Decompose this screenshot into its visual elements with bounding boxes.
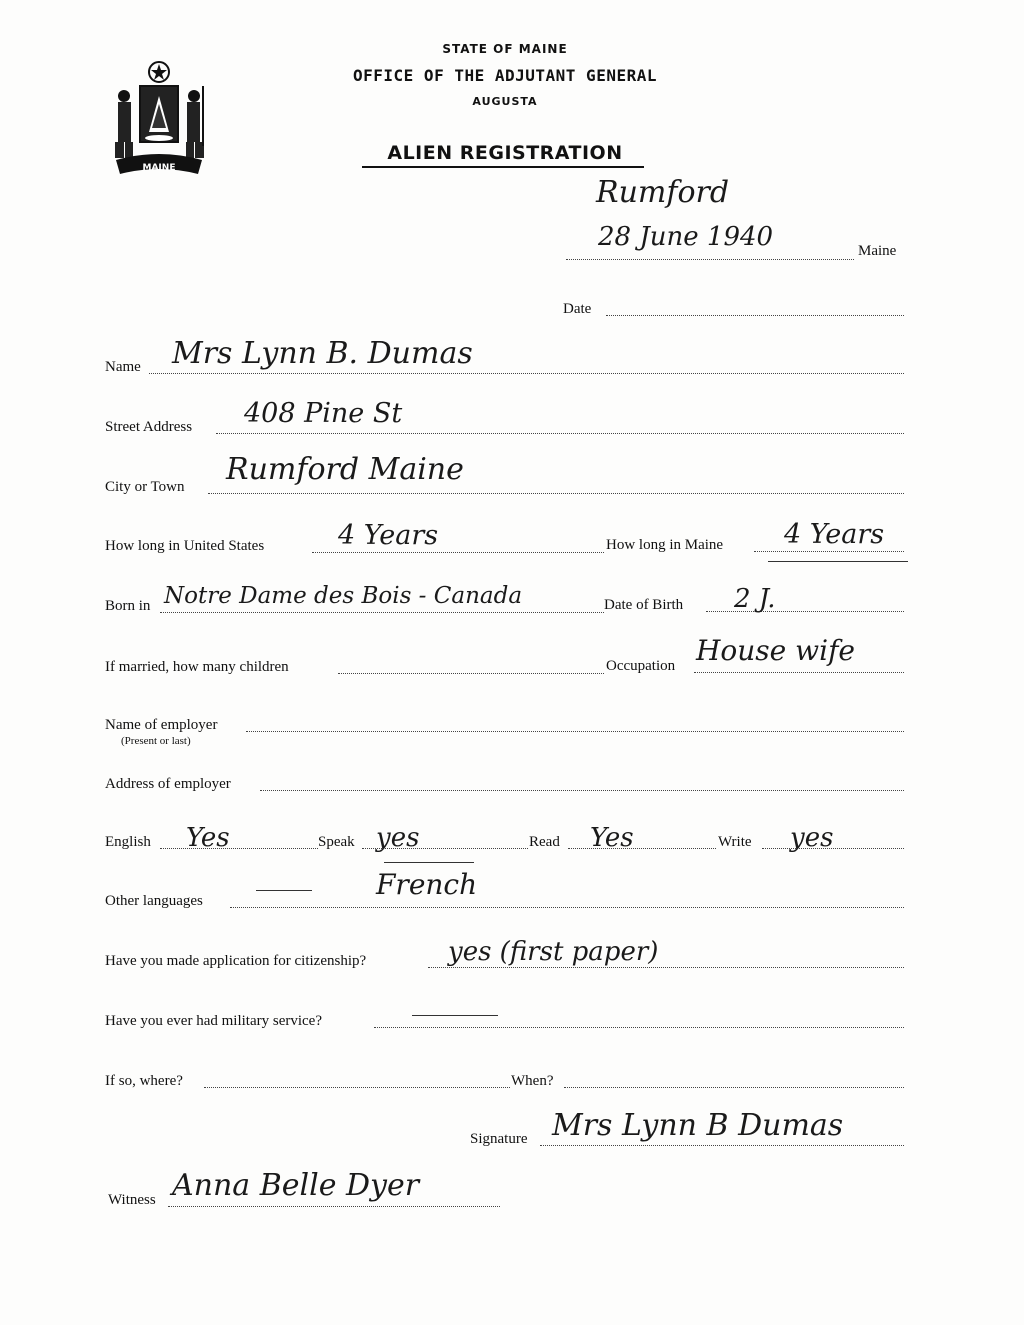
write-label: Write <box>718 834 752 850</box>
name-value: Mrs Lynn B. Dumas <box>172 336 473 371</box>
place-value: Rumford <box>596 175 730 210</box>
children-dots <box>338 673 604 674</box>
speak-extra-stroke <box>384 862 474 863</box>
street-dots <box>216 433 904 434</box>
military-dots <box>374 1027 904 1028</box>
employer-dots <box>246 731 904 732</box>
me-years-value: 4 Years <box>784 519 885 550</box>
signature-dots <box>540 1145 904 1146</box>
maine-state-seal <box>106 56 212 182</box>
date-line-dots <box>566 259 854 260</box>
header-city: AUGUSTA <box>472 95 538 108</box>
citizenship-value: yes (first paper) <box>448 937 659 967</box>
employer-note: (Present or last) <box>121 735 191 747</box>
city-value: Rumford Maine <box>226 452 464 487</box>
us-years-value: 4 Years <box>338 520 439 551</box>
street-value: 408 Pine St <box>244 398 403 429</box>
date-value: 28 June 1940 <box>598 222 774 252</box>
signature-label: Signature <box>470 1131 528 1147</box>
header-state: STATE OF MAINE <box>442 42 568 56</box>
seal-banner-text: MAINE <box>142 163 176 173</box>
where-dots <box>204 1087 510 1088</box>
maine-label: Maine <box>858 243 897 259</box>
other-languages-dots <box>230 907 904 908</box>
employer-address-label: Address of employer <box>105 776 231 792</box>
english-dots <box>160 848 318 849</box>
us-years-label: How long in United States <box>105 538 265 554</box>
english-value: Yes <box>186 823 230 853</box>
me-years-label: How long in Maine <box>606 537 724 553</box>
title-underline <box>362 166 644 168</box>
write-value: yes <box>790 823 834 853</box>
when-label: When? <box>511 1073 554 1089</box>
header-office: OFFICE OF THE ADJUTANT GENERAL <box>353 66 657 85</box>
read-label: Read <box>529 834 560 850</box>
born-value: Notre Dame des Bois - Canada <box>164 583 523 609</box>
dob-label: Date of Birth <box>604 597 684 613</box>
street-label: Street Address <box>105 419 193 435</box>
read-value: Yes <box>590 823 634 853</box>
other-languages-dash <box>256 890 312 891</box>
occupation-value: House wife <box>696 634 856 667</box>
date-label: Date <box>563 301 592 317</box>
where-label: If so, where? <box>105 1073 183 1089</box>
employer-address-dots <box>260 790 904 791</box>
date-dots <box>606 315 904 316</box>
born-dots <box>160 612 604 613</box>
city-label: City or Town <box>105 479 185 495</box>
citizenship-label: Have you made application for citizenship? <box>105 953 367 969</box>
other-languages-value: French <box>376 868 478 901</box>
signature-value: Mrs Lynn B Dumas <box>552 1108 844 1143</box>
form-title: ALIEN REGISTRATION <box>387 142 623 164</box>
occupation-dots <box>694 672 904 673</box>
other-languages-label: Other languages <box>105 893 203 909</box>
occupation-label: Occupation <box>606 658 676 674</box>
us-years-dots <box>312 552 604 553</box>
born-label: Born in <box>105 598 151 614</box>
employer-label: Name of employer <box>105 717 218 733</box>
children-label: If married, how many children <box>105 659 289 675</box>
city-dots <box>208 493 904 494</box>
speak-value: yes <box>376 823 420 853</box>
witness-dots <box>168 1206 500 1207</box>
speak-label: Speak <box>318 834 355 850</box>
english-label: English <box>105 834 151 850</box>
military-dash <box>412 1015 498 1016</box>
name-label: Name <box>105 359 141 375</box>
me-years-dots <box>754 551 904 552</box>
citizenship-dots <box>428 967 904 968</box>
name-dots <box>149 373 904 374</box>
witness-label: Witness <box>108 1192 156 1208</box>
witness-value: Anna Belle Dyer <box>172 1168 420 1203</box>
when-dots <box>564 1087 904 1088</box>
me-years-underline-stroke <box>768 561 908 562</box>
military-label: Have you ever had military service? <box>105 1013 322 1029</box>
dob-value: 2 J. <box>734 584 776 614</box>
